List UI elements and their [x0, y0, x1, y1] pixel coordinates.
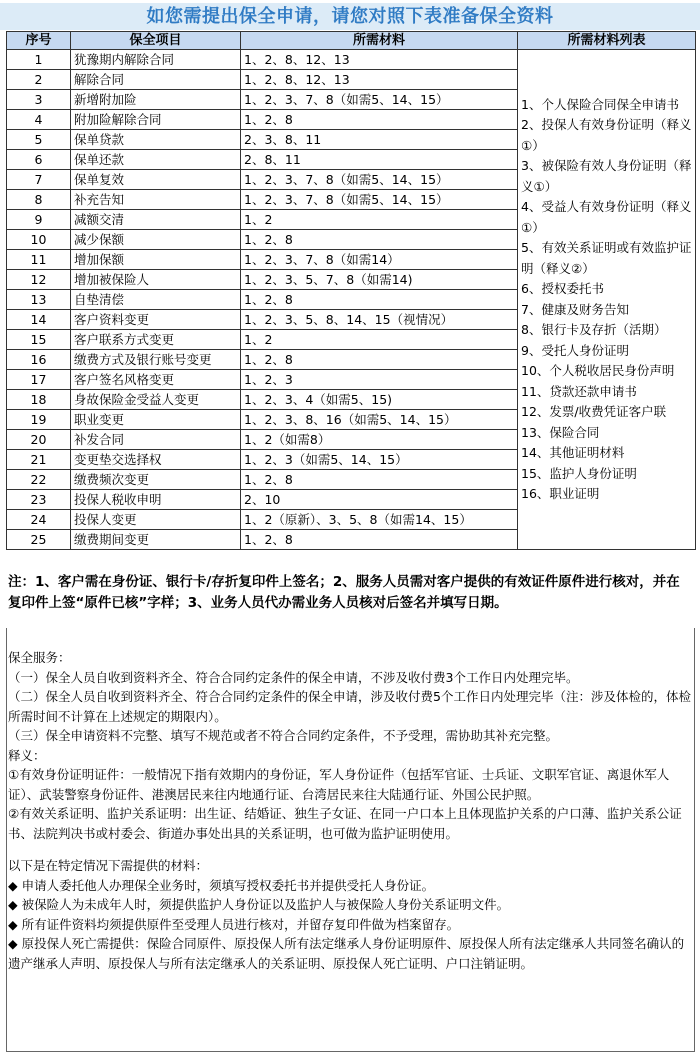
row-number: 5 [7, 130, 71, 150]
material-list-item: 12、发票/收费凭证客户联 [521, 404, 667, 419]
row-item: 犹豫期内解除合同 [71, 50, 241, 70]
row-item: 缴费频次变更 [71, 470, 241, 490]
row-materials: 1、2、8 [241, 350, 518, 370]
row-number: 16 [7, 350, 71, 370]
row-item: 客户签名风格变更 [71, 370, 241, 390]
material-list-item: 9、受托人身份证明 [521, 342, 629, 358]
row-item: 投保人税收申明 [71, 490, 241, 510]
header-item: 保全项目 [71, 32, 241, 50]
note: 注：1、客户需在身份证、银行卡/存折复印件上签名；2、服务人员需对客户提供的有效证件原件进行核对，并在复印件上签“原件已核”字样；3、业务人员代办需业务人员核对后签名并填写日期。 [8, 574, 680, 611]
row-item: 投保人变更 [71, 510, 241, 530]
header-materials: 所需材料 [241, 32, 518, 50]
row-number: 17 [7, 370, 71, 390]
row-number: 21 [7, 450, 71, 470]
row-number: 23 [7, 490, 71, 510]
definition-item: ①有效身份证明证件：一般情况下指有效期内的身份证，军人身份证件（包括军官证、士兵证、文职军官证、离退休军人证）、武装警察身份证件、港澳居民来往内地通行证、台湾居民来往大陆通行证、外国公民护照。 [8, 767, 670, 802]
row-number: 13 [7, 290, 71, 310]
special-item: ◆ 所有证件资料均须提供原件至受理人员进行核对，并留存复印件做为档案留存。 [8, 916, 460, 932]
materials-table [6, 31, 696, 550]
material-list-item: 11、贷款还款申请书 [521, 383, 637, 399]
row-materials: 1、2、3、5、8、14、15（视情况） [241, 310, 518, 330]
row-item: 自垫清偿 [71, 290, 241, 310]
row-materials: 1、2 [241, 330, 518, 350]
row-number: 4 [7, 110, 71, 130]
material-list-item: 16、职业证明 [521, 486, 600, 501]
material-list-item: 8、银行卡及存折（活期） [521, 322, 667, 337]
row-number: 7 [7, 170, 71, 190]
row-item: 变更垫交选择权 [71, 450, 241, 470]
page-title: 如您需提出保全申请，请您对照下表准备保全资料 [0, 3, 700, 30]
row-number: 2 [7, 70, 71, 90]
row-materials: 1、2、3、4（如需5、15) [241, 390, 518, 410]
row-number: 11 [7, 250, 71, 270]
row-item: 缴费方式及银行账号变更 [71, 350, 241, 370]
row-materials: 1、2、8 [241, 470, 518, 490]
row-item: 减少保额 [71, 230, 241, 250]
row-materials: 1、2、3、7、8（如需14） [241, 250, 518, 270]
table-row [7, 50, 696, 70]
row-materials: 1、2（如需8） [241, 430, 518, 450]
row-materials: 1、2、3 [241, 370, 518, 390]
row-item: 补充告知 [71, 190, 241, 210]
row-item: 客户联系方式变更 [71, 330, 241, 350]
row-number: 20 [7, 430, 71, 450]
service-item: （一）保全人员自收到资料齐全、符合合同约定条件的保全申请，不涉及收付费3个工作日内处理完毕。 [8, 669, 579, 685]
service-item: （三）保全申请资料不完整、填写不规范或者不符合合同约定条件，不予受理，需协助其补充完整。 [8, 728, 559, 743]
row-materials: 1、2、3、7、8（如需5、14、15） [241, 90, 518, 110]
row-item: 保单还款 [71, 150, 241, 170]
definition-item: ②有效关系证明、监护关系证明：出生证、结婚证、独生子女证、在同一户口本上且体现监护关系的户口薄、监护关系公证书、法院判决书或村委会、街道办事处出具的关系证明，也可做为监护证明使用。 [8, 806, 682, 841]
row-number: 3 [7, 90, 71, 110]
row-number: 19 [7, 410, 71, 430]
material-list-item: 15、监护人身份证明 [521, 465, 637, 481]
material-list-item: 10、个人税收居民身份声明 [521, 363, 675, 378]
material-list-item: 7、健康及财务告知 [521, 301, 629, 317]
material-list-item: 13、保险合同 [521, 424, 600, 440]
row-item: 职业变更 [71, 410, 241, 430]
row-item: 增加被保险人 [71, 270, 241, 290]
row-number: 8 [7, 190, 71, 210]
row-materials: 1、2、3、8、16（如需5、14、15） [241, 410, 518, 430]
material-list-cell [518, 50, 696, 550]
row-materials: 1、2、3、7、8（如需5、14、15） [241, 170, 518, 190]
material-list-item: 4、受益人有效身份证明（释义①） [521, 199, 692, 235]
row-item: 客户资料变更 [71, 310, 241, 330]
row-number: 1 [7, 50, 71, 70]
row-item: 身故保险金受益人变更 [71, 390, 241, 410]
row-item: 减额交清 [71, 210, 241, 230]
material-list-item: 5、有效关系证明或有效监护证明（释义②） [521, 240, 692, 276]
row-item: 解除合同 [71, 70, 241, 90]
row-number: 14 [7, 310, 71, 330]
service-item: （二）保全人员自收到资料齐全、符合合同约定条件的保全申请，涉及收付费5个工作日内处理完毕（注：涉及体检的，体检所需时间不计算在上述规定的期限内）。 [8, 689, 691, 724]
row-number: 12 [7, 270, 71, 290]
material-list-item: 1、个人保险合同保全申请书 [521, 96, 679, 112]
row-materials: 1、2、8 [241, 230, 518, 250]
material-list-item: 2、投保人有效身份证明（释义①） [521, 117, 692, 153]
row-materials: 2、3、8、11 [241, 130, 518, 150]
row-number: 18 [7, 390, 71, 410]
special-item: ◆ 原投保人死亡需提供：保险合同原件、原投保人所有法定继承人身份证明原件、原投保人所有法定继承人共同签名确认的遗产继承人声明、原投保人与所有法定继承人的关系证明、原投保人死亡证明、户口注销证明。 [8, 936, 685, 971]
info-content [8, 648, 692, 973]
row-materials: 1、2、3、5、7、8（如需14) [241, 270, 518, 290]
row-materials: 1、2、8、12、13 [241, 70, 518, 90]
material-list-item: 14、其他证明材料 [521, 445, 625, 460]
row-number: 10 [7, 230, 71, 250]
row-materials: 1、2（原新）、3、5、8（如需14、15） [241, 510, 518, 530]
row-materials: 1、2、8 [241, 290, 518, 310]
special-item: ◆ 申请人委托他人办理保全业务时，须填写授权委托书并提供受托人身份证。 [8, 877, 435, 893]
row-materials: 1、2、8 [241, 110, 518, 130]
row-item: 增加保额 [71, 250, 241, 270]
row-materials: 1、2、3（如需5、14、15） [241, 450, 518, 470]
material-list-item: 3、被保险有效人身份证明（释义①） [521, 158, 692, 194]
table-header-row [7, 32, 696, 50]
row-materials: 1、2 [241, 210, 518, 230]
row-item: 补发合同 [71, 430, 241, 450]
material-list-item: 6、授权委托书 [521, 281, 604, 296]
row-item: 缴费期间变更 [71, 530, 241, 550]
row-item: 新增附加险 [71, 90, 241, 110]
row-item: 保单贷款 [71, 130, 241, 150]
row-materials: 2、8、11 [241, 150, 518, 170]
header-material-list: 所需材料列表 [518, 32, 696, 50]
row-item: 附加险解除合同 [71, 110, 241, 130]
row-materials: 1、2、3、7、8（如需5、14、15） [241, 190, 518, 210]
row-number: 25 [7, 530, 71, 550]
row-number: 15 [7, 330, 71, 350]
row-number: 24 [7, 510, 71, 530]
definitions-heading: 释义： [8, 747, 46, 763]
header-no: 序号 [7, 32, 71, 50]
special-item: ◆ 被保险人为未成年人时，须提供监护人身份证以及监护人与被保险人身份关系证明文件。 [8, 897, 510, 912]
row-materials: 1、2、8、12、13 [241, 50, 518, 70]
row-number: 6 [7, 150, 71, 170]
service-heading: 保全服务： [8, 650, 71, 665]
row-number: 22 [7, 470, 71, 490]
row-number: 9 [7, 210, 71, 230]
row-materials: 1、2、8 [241, 530, 518, 550]
row-materials: 2、10 [241, 490, 518, 510]
row-item: 保单复效 [71, 170, 241, 190]
special-heading: 以下是在特定情况下需提供的材料： [8, 858, 209, 873]
